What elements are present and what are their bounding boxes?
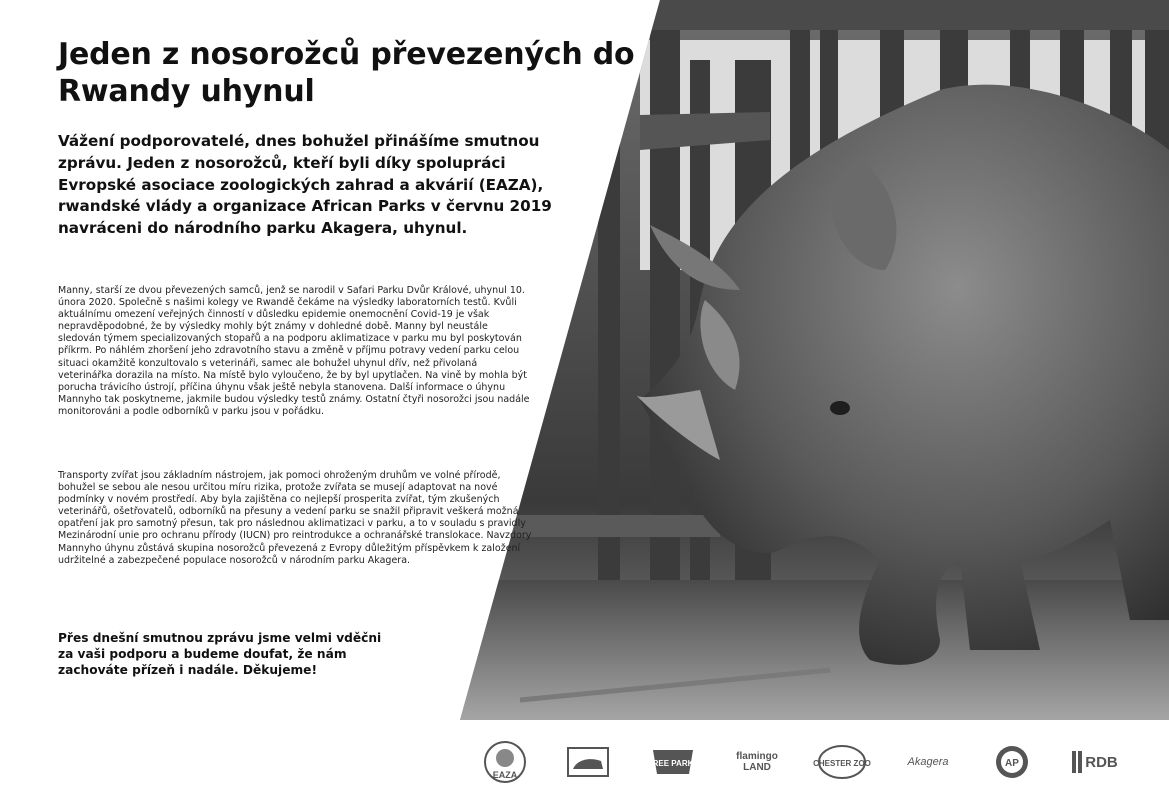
eaza-logo xyxy=(480,738,530,786)
flamingo-land-logo xyxy=(732,738,782,786)
dvur-kralove-logo xyxy=(566,738,610,786)
tree-park-logo-text: REE PARK xyxy=(652,759,694,768)
rdb-bar-icon xyxy=(1072,751,1076,773)
body-paragraph-2: Transporty zvířat jsou základním nástrojem, jak pomoci ohroženým druhům ve volné přírodě, bohužel se sebou ale nesou určitou míru rizika, protože zvířata se musejí adaptovat na nové podmínky v novém prostředí. Aby byla zajištěna co nejlepší prosperita zvířat, tým zkušených veterinářů, ošetřovatelů, odborníků na přesuny a vedení parku se snažil připravit veškerá možná opatření jak pro samotný přesun, tak pro následnou aklimatizaci v parku, a to v souladu s pravidly Mezinárodní unie pro ochranu přírody (IUCN) pro reintrodukce a ochranářské translokace. Navzdory Mannyho úhynu zůstává skupina nosorožců převezená z Evropy důležitým příspěvkem k založení udržitelné a zabezpečené populace nosorožců v národním parku Akagera. xyxy=(58,470,532,566)
flamingo-land-logo-text: flamingo LAND xyxy=(736,751,778,773)
african-parks-logo-text: AP xyxy=(1005,758,1019,769)
partner-logos xyxy=(480,738,1130,790)
akagera-logo-text: Akagera xyxy=(907,756,949,768)
body-paragraph-1: Manny, starší ze dvou převezených samců, jenž se narodil v Safari Parku Dvůr Králové, uhynul 10. února 2020. Společně s našimi kolegy ve Rwandě čekáme na výsledky laboratorních testů. Kvůli aktuálnímu omezení veřejných činností v důsledku epidemie onemocnění Covid-19 je však nepravděpodobné, že by výsledky mohly být známy v dohledné době. Manny byl neustále sledován týmem specializovaných stopařů a na podporu aklimatizace v parku mu byl poskytován příkrm. Po náhlém zhoršení jeho zdravotního stavu a změně v příjmu potravy vedení parku celou situaci okamžitě konzultovalo s veterináři, samec ale bohužel uhynul dřív, než přivolaná veterinářka dorazila na místo. Na místě bylo vyloučeno, že by byl upytlačen. Na vině by mohla být porucha trávicího ústrojí, příčina úhynu však ještě nebyla stanovena. Další informace o úhynu Mannyho tak poskytneme, jakmile budou výsledky testů známy. Ostatní čtyři nosorožci jsou nadále monitorováni a podle odborníků v parku jsou v pořádku. xyxy=(58,285,530,417)
african-parks-logo xyxy=(992,738,1032,786)
rdb-logo xyxy=(1070,738,1120,786)
african-parks-emblem-icon xyxy=(994,744,1030,780)
chester-zoo-logo-text: CHESTER ZOO xyxy=(813,759,871,768)
eaza-logo-text: EAZA xyxy=(492,770,518,780)
closing-paragraph: Přes dnešní smutnou zprávu jsme velmi vděčni za vaši podporu a budeme doufat, že nám zachováte přízeň i nadále. Děkujeme! xyxy=(58,631,382,677)
tree-park-emblem-icon xyxy=(649,742,697,782)
akagera-logo xyxy=(898,738,958,786)
tree-park-logo xyxy=(648,738,698,786)
lead-paragraph: Vážení podporovatelé, dnes bohužel přinášíme smutnou zprávu. Jeden z nosorožců, kteří byli díky spolupráci Evropské asociace zoologických zahrad a akvárií (EAZA), rwandské vlády a organizace African Parks v červnu 2019 navráceni do národního parku Akagera, uhynul. xyxy=(58,132,552,238)
chester-zoo-logo xyxy=(813,738,871,786)
chester-zoo-emblem-icon xyxy=(813,744,871,780)
headline: Jeden z nosorožců převezených do Rwandy uhynul xyxy=(58,37,635,109)
rhino-emblem-icon xyxy=(567,747,609,777)
eaza-emblem-icon xyxy=(483,740,527,784)
rdb-bar-icon xyxy=(1078,751,1082,773)
rdb-logo-text: RDB xyxy=(1085,753,1118,771)
